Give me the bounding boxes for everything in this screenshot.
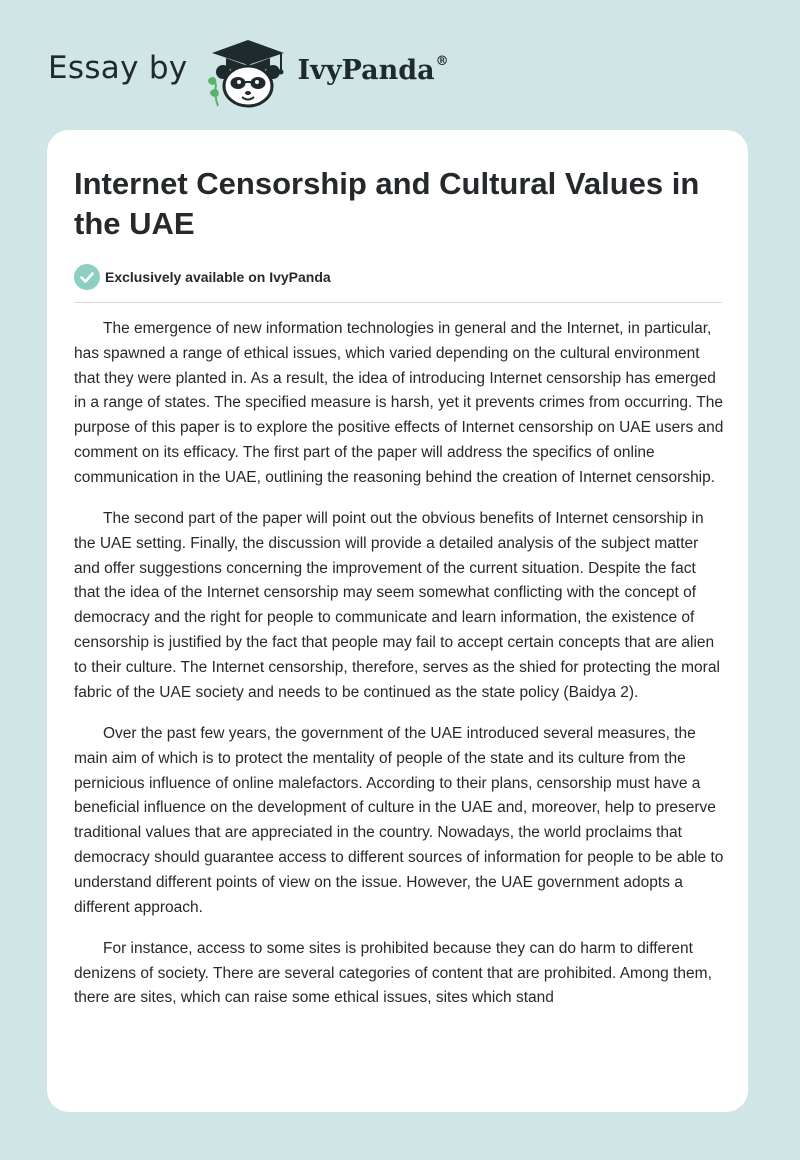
panda-logo-icon — [202, 36, 294, 108]
exclusive-badge-label: Exclusively available on IvyPanda — [105, 269, 331, 285]
registered-mark: ® — [435, 53, 449, 69]
exclusive-badge — [74, 264, 331, 290]
essay-paragraph: The second part of the paper will point out the obvious benefits of Internet censorship in the UAE setting. Finally, the discussion will provide a detailed analysis of the subject matter and offer suggestions concerning the improvement of the current situation. Despite the fact that the idea of the Internet censorship may seem somewhat conflicting with the concept of democracy and the right for people to communicate and learn information, the existence of censorship is justified by the fact that people may fail to accept certain concepts that are alien to their culture. The Internet censorship, therefore, serves as the shied for protecting the moral fabric of the UAE society and needs to be continued as the state policy (Baidya 2). — [74, 510, 720, 701]
essay-body — [74, 317, 724, 1028]
page-title: Internet Censorship and Cultural Values in the UAE — [74, 166, 700, 241]
checkmark-icon — [74, 264, 100, 290]
brand-prefix: Essay by — [48, 50, 188, 86]
brand-header[interactable] — [48, 36, 449, 108]
essay-card — [47, 130, 748, 1112]
brand-name-text: IvyPanda — [297, 54, 435, 86]
divider — [74, 302, 722, 303]
essay-paragraph: The emergence of new information technologies in general and the Internet, in particular, has spawned a range of ethical issues, which varied depending on the cultural environment that they were planted in. As a result, the idea of introducing Internet censorship has emerged in a range of states. The specified measure is harsh, yet it prevents crimes from occurring. The purpose of this paper is to explore the positive effects of Internet censorship on UAE users and comment on its efficacy. The first part of the paper will address the specifics of online communication in the UAE, outlining the reasoning behind the creation of Internet censorship. — [74, 320, 724, 486]
essay-paragraph: For instance, access to some sites is prohibited because they can do harm to different denizens of society. There are several categories of content that are prohibited. Among them, there are sites, which can raise some ethical issues, sites which stand — [74, 939, 712, 1007]
brand-name — [298, 55, 449, 86]
essay-paragraph: Over the past few years, the government of the UAE introduced several measures, the main aim of which is to protect the mentality of people of the state and its culture from the pernicious influence of online malefactors. According to their plans, censorship must have a beneficial influence on the development of culture in the UAE and, moreover, help to preserve traditional values that are appreciated in the country. Nowadays, the world proclaims that democracy should guarantee access to different sources of information for people to be able to understand different points of view on the issue. However, the UAE government adopts a different approach. — [74, 724, 724, 916]
